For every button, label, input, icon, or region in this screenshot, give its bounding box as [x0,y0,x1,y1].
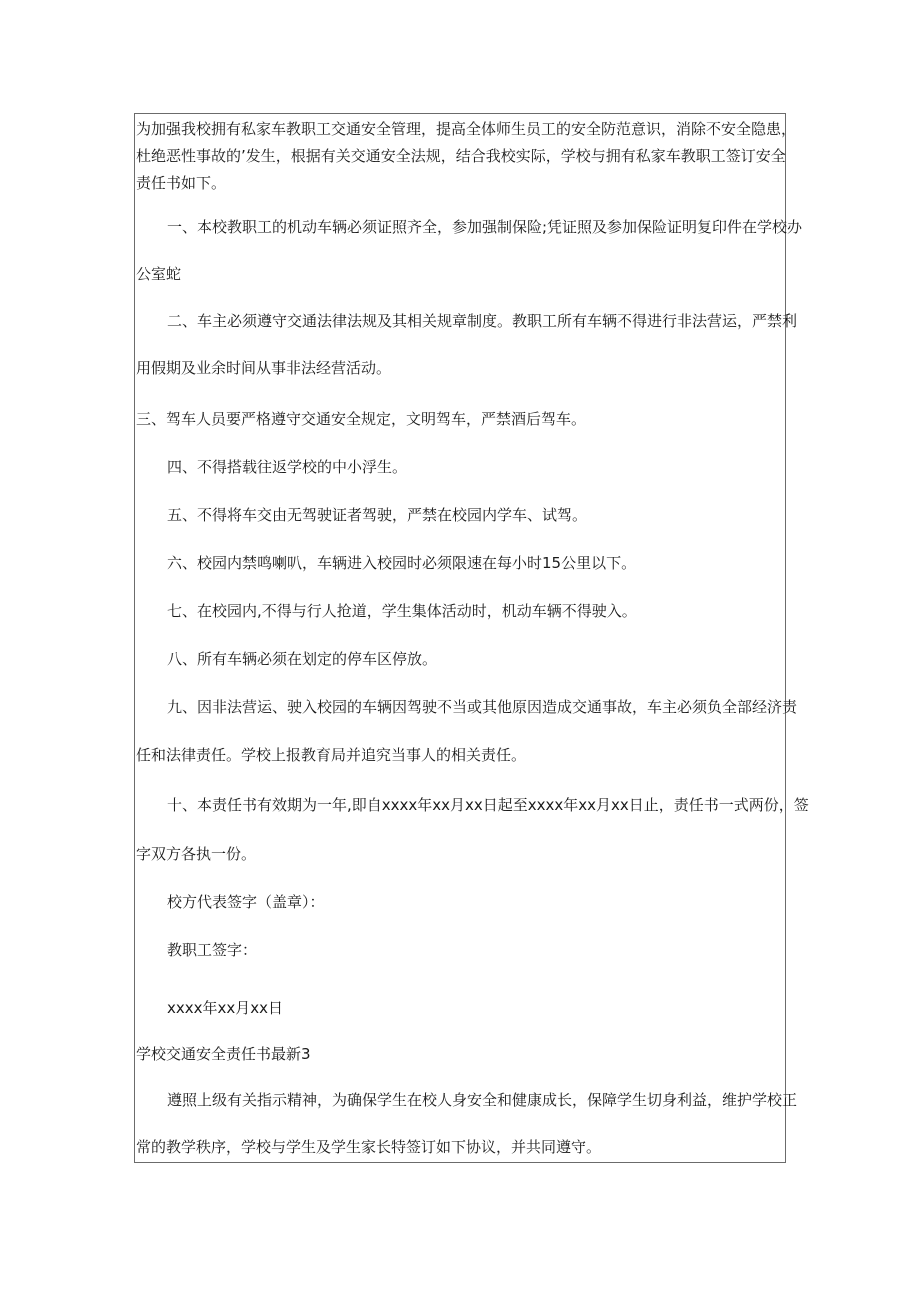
clause-2-line-2: 用假期及业余时间从事非法经营活动。 [136,359,392,377]
clause-1-line-2: 公室蛇 [136,265,182,283]
clause-3: 三、驾车人员要严格遵守交通安全规定，文明驾车，严禁酒后驾车。 [136,410,587,428]
next-intro-line-1: 遵照上级有关指示精神，为确保学生在校人身安全和健康成长，保障学生切身利益，维护学校正 [167,1091,798,1109]
school-signature-label: 校方代表签字（盖章）： [167,893,325,911]
clause-6: 六、校园内禁鸣喇叭，车辆进入校园时必须限速在每小时15公里以下。 [167,554,637,572]
next-section-title: 学校交通安全责任书最新3 [136,1045,311,1063]
intro-line-2: 杜绝恶性事故的’发生，根据有关交通安全法规，结合我校实际，学校与拥有私家车教职工签订安全 [136,147,786,165]
clause-10-line-1: 十、本责任书有效期为一年,即自xxxx年xx月xx日起至xxxx年xx月xx日止，责任书一式两份，签 [167,796,809,814]
clause-9-line-1: 九、因非法营运、驶入校园的车辆因驾驶不当或其他原因造成交通事故，车主必须负全部经济责 [167,698,798,716]
clause-2-line-1: 二、车主必须遵守交通法律法规及其相关规章制度。教职工所有车辆不得进行非法营运，严禁利 [167,312,798,330]
clause-8: 八、所有车辆必须在划定的停车区停放。 [167,650,438,668]
clause-4: 四、不得搭载往返学校的中小浮生。 [167,458,408,476]
clause-9-line-2: 任和法律责任。学校上报教育局并追究当事人的相关责任。 [136,746,527,764]
clause-5: 五、不得将车交由无驾驶证者驾驶，严禁在校园内学车、试驾。 [167,506,588,524]
clause-1-line-1: 一、本校教职工的机动车辆必须证照齐全，参加强制保险;凭证照及参加保险证明复印件在学校办 [167,218,803,236]
next-intro-line-2: 常的教学秩序，学校与学生及学生家长特签订如下协议，并共同遵守。 [136,1138,602,1156]
clause-10-line-2: 字双方各执一份。 [136,845,257,863]
signature-date: xxxx年xx月xx日 [167,999,284,1017]
staff-signature-label: 教职工签字： [167,941,258,959]
intro-line-3: 责任书如下。 [136,174,227,192]
clause-7: 七、在校园内,不得与行人抢道，学生集体活动时，机动车辆不得驶入。 [167,602,637,620]
intro-line-1: 为加强我校拥有私家车教职工交通安全管理，提高全体师生员工的安全防范意识，消除不安全隐患， [136,120,797,138]
